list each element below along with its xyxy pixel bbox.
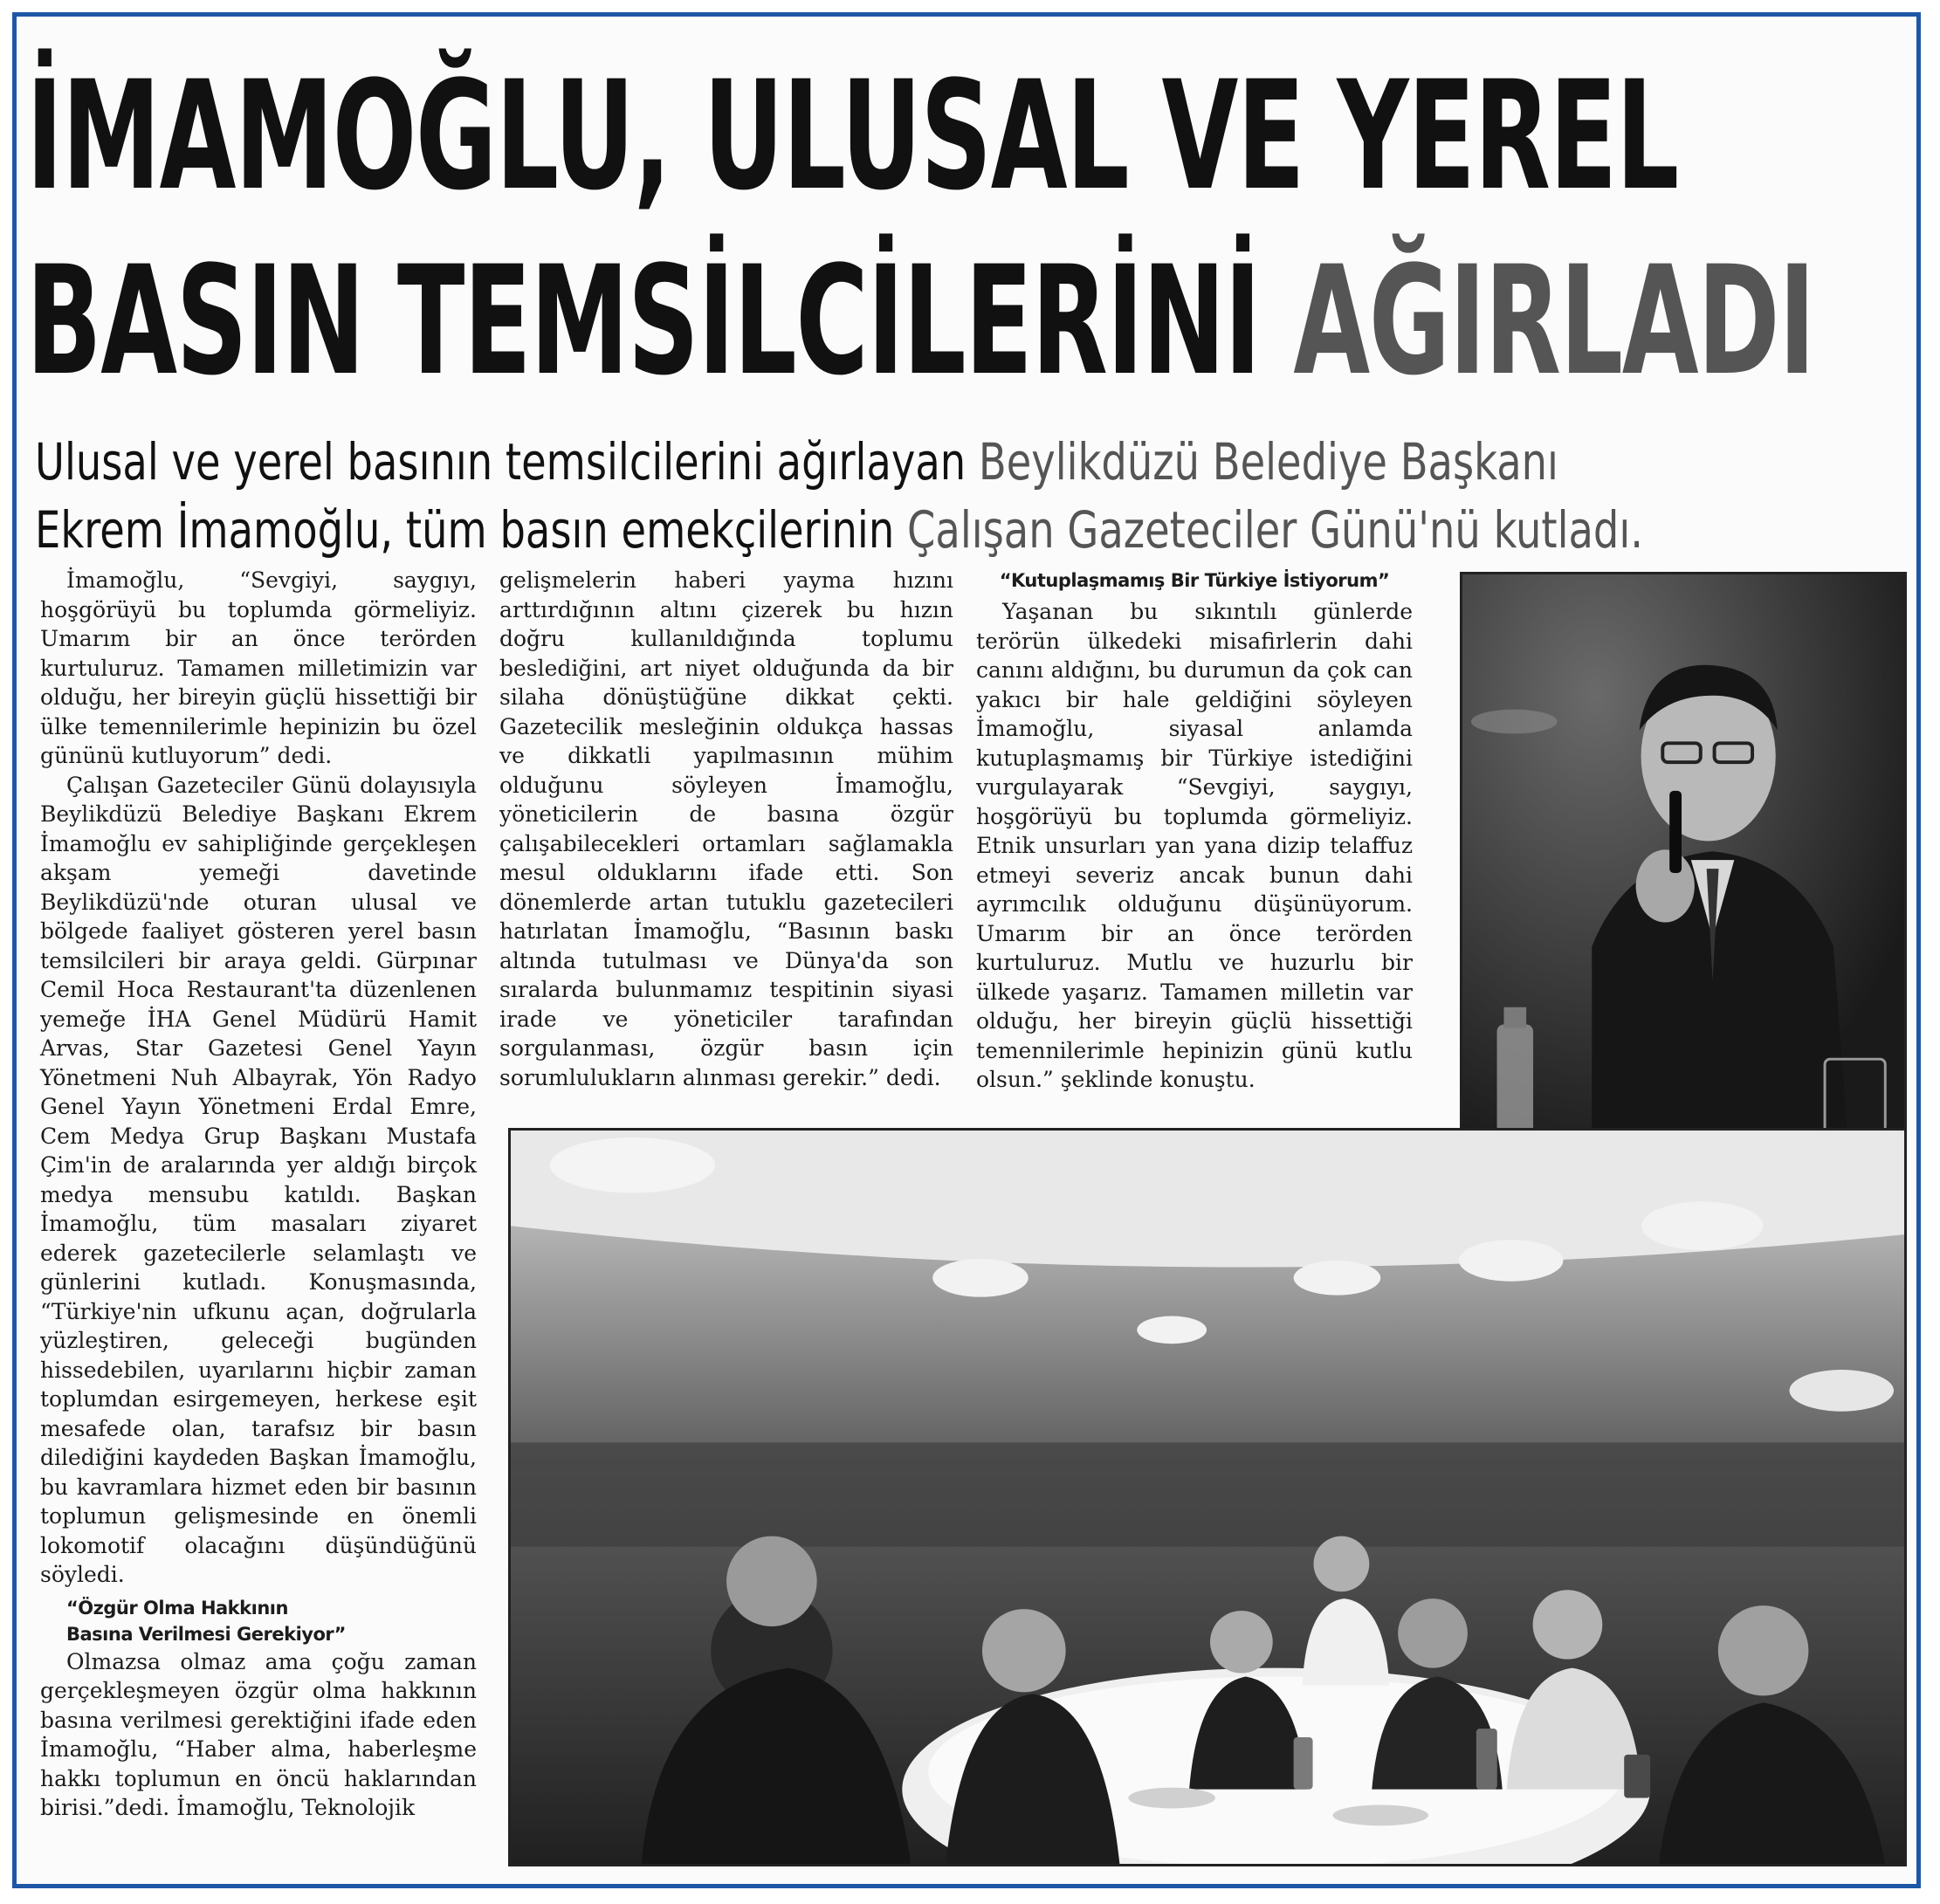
headline-text-1: İMAMOĞLU, ULUSAL VE YEREL — [26, 48, 1678, 223]
headline-line-2 — [26, 233, 1815, 409]
column3-paragraph-1: Yaşanan bu sıkıntılı günlerde terörün ülkedeki misafirlerin dahi canını aldığını, bu durumun da çok can yakıcı bir hale geldiğini söyleyen İmamoğlu, siyasal anlamda kutuplaşmamış bir Türkiye istediğini vurgulayarak “Sevgiyi, saygıyı, hoşgörüyü bu toplumda görmeliyiz. Etnik unsurları yan yana dizip telaffuz etmeyi severiz ancak bunun dahi ayrımcılık olduğunu düşünüyorum. Umarım bir an önce terörden kurtuluruz. Mutlu ve huzurlu bir ülkede yaşarız. Tamamen milletin var olduğu, her bireyin güçlü hissettiği temennilerimle hepinizin günü kutlu olsun.” şeklinde konuştu. — [976, 599, 1413, 1092]
column3-subhead: “Kutuplaşmamış Bir Türkiye İstiyorum” — [999, 570, 1390, 591]
deck-text-1b: Beylikdüzü Belediye Başkanı — [978, 432, 1558, 491]
article-column-2 — [499, 566, 953, 1092]
headline-text-2b: AĞIRLADI — [1293, 233, 1815, 409]
deck-text-1a: Ulusal ve yerel basının temsilcilerini ağırlayan — [35, 432, 979, 491]
speaker-photo-illustration — [1462, 574, 1904, 1179]
deck-line-1 — [35, 432, 1558, 491]
column1-subhead-line-2: Basına Verilmesi Gerekiyor” — [66, 1623, 346, 1645]
dinner-event-photo — [508, 1128, 1907, 1866]
deck-line-2 — [35, 500, 1644, 560]
dinner-photo-illustration — [511, 1131, 1904, 1864]
headline-line-1 — [26, 48, 1678, 223]
column1-subhead — [40, 1595, 477, 1647]
article-column-3 — [976, 567, 1413, 1095]
headline-text-2a: BASIN TEMSİLCİLERİNİ — [26, 233, 1294, 409]
column1-paragraph-1: İmamoğlu, “Sevgiyi, saygıyı, hoşgörüyü bu toplumda görmeliyiz. Umarım bir an önce terörden kurtuluruz. Tamamen milletimizin var olduğu, her bireyin güçlü hissettiği bir ülke temennilerimle hepinizin bu özel gününü kutluyorum” dedi. — [40, 567, 477, 768]
column2-paragraph-1: gelişmelerin haberi yayma hızını arttırdığının altını çizerek bu hızın doğru kullanıldığında toplumu beslediğini, art niyet olduğunda da bir silaha dönüştüğüne dikkat çekti. Gazetecilik mesleğinin oldukça hassas ve dikkatli yapılmasının mühim olduğunu söyleyen İmamoğlu, yöneticilerin de basına özgür çalışabilecekleri ortamları sağlamakla mesul olduklarını ifade etti. Son dönemlerde artan tutuklu gazetecileri hatırlatan İmamoğlu, “Basının baskı altında tutulması ve Dünya'da son sıralarda bulunmamız tespitinin siyasi irade ve yöneticiler tarafından sorgulanması, özgür basın için sorumlulukların alınması gerekir.” dedi. — [499, 567, 953, 1090]
deck-text-2a: Ekrem İmamoğlu, tüm basın emekçilerinin — [35, 500, 907, 560]
deck-text-2b: Çalışan Gazeteciler Günü'nü kutladı. — [906, 500, 1644, 560]
column1-paragraph-3: Olmazsa olmaz ama çoğu zaman gerçekleşmeyen özgür olma hakkının basına verilmesi gerektiğini ifade eden İmamoğlu, “Haber alma, haberleşme hakkı toplumun en öncü haklarından birisi.”dedi. İmamoğlu, Teknolojik — [40, 1648, 477, 1820]
column1-paragraph-2: Çalışan Gazeteciler Günü dolayısıyla Beylikdüzü Belediye Başkanı Ekrem İmamoğlu ev sahipliğinde gerçekleşen akşam yemeği davetinde Beylikdüzü'nde oturan ulusal ve bölgede faaliyet gösteren yerel basın temsilcileri bir araya geldi. Gürpınar Cemil Hoca Restaurant'ta düzenlenen yemeğe İHA Genel Müdürü Hamit Arvas, Star Gazetesi Genel Yayın Yönetmeni Nuh Albayrak, Yön Radyo Genel Yayın Yönetmeni Erdal Emre, Cem Medya Grup Başkanı Mustafa Çim'in de aralarında yer aldığı birçok medya mensubu katıldı. Başkan İmamoğlu, tüm masaları ziyaret ederek gazetecilerle selamlaştı ve günlerini kutladı. Konuşmasında, “Türkiye'nin ufkunu açan, doğrularla yüzleştiren, geleceği bugünden hissedebilen, uyarılarını hiçbir zaman toplumdan esirgemeyen, herkese eşit mesafede olan, tarafsız bir basın dilediğini kaydeden Başkan İmamoğlu, bu kavramlara hizmet eden bir basının toplumun gelişmesinde en önemli lokomotif olacağını düşündüğünü söyledi. — [40, 772, 477, 1587]
speaker-portrait-photo — [1460, 572, 1907, 1181]
article-column-1 — [40, 566, 477, 1823]
column1-subhead-line-1: “Özgür Olma Hakkının — [66, 1597, 288, 1619]
